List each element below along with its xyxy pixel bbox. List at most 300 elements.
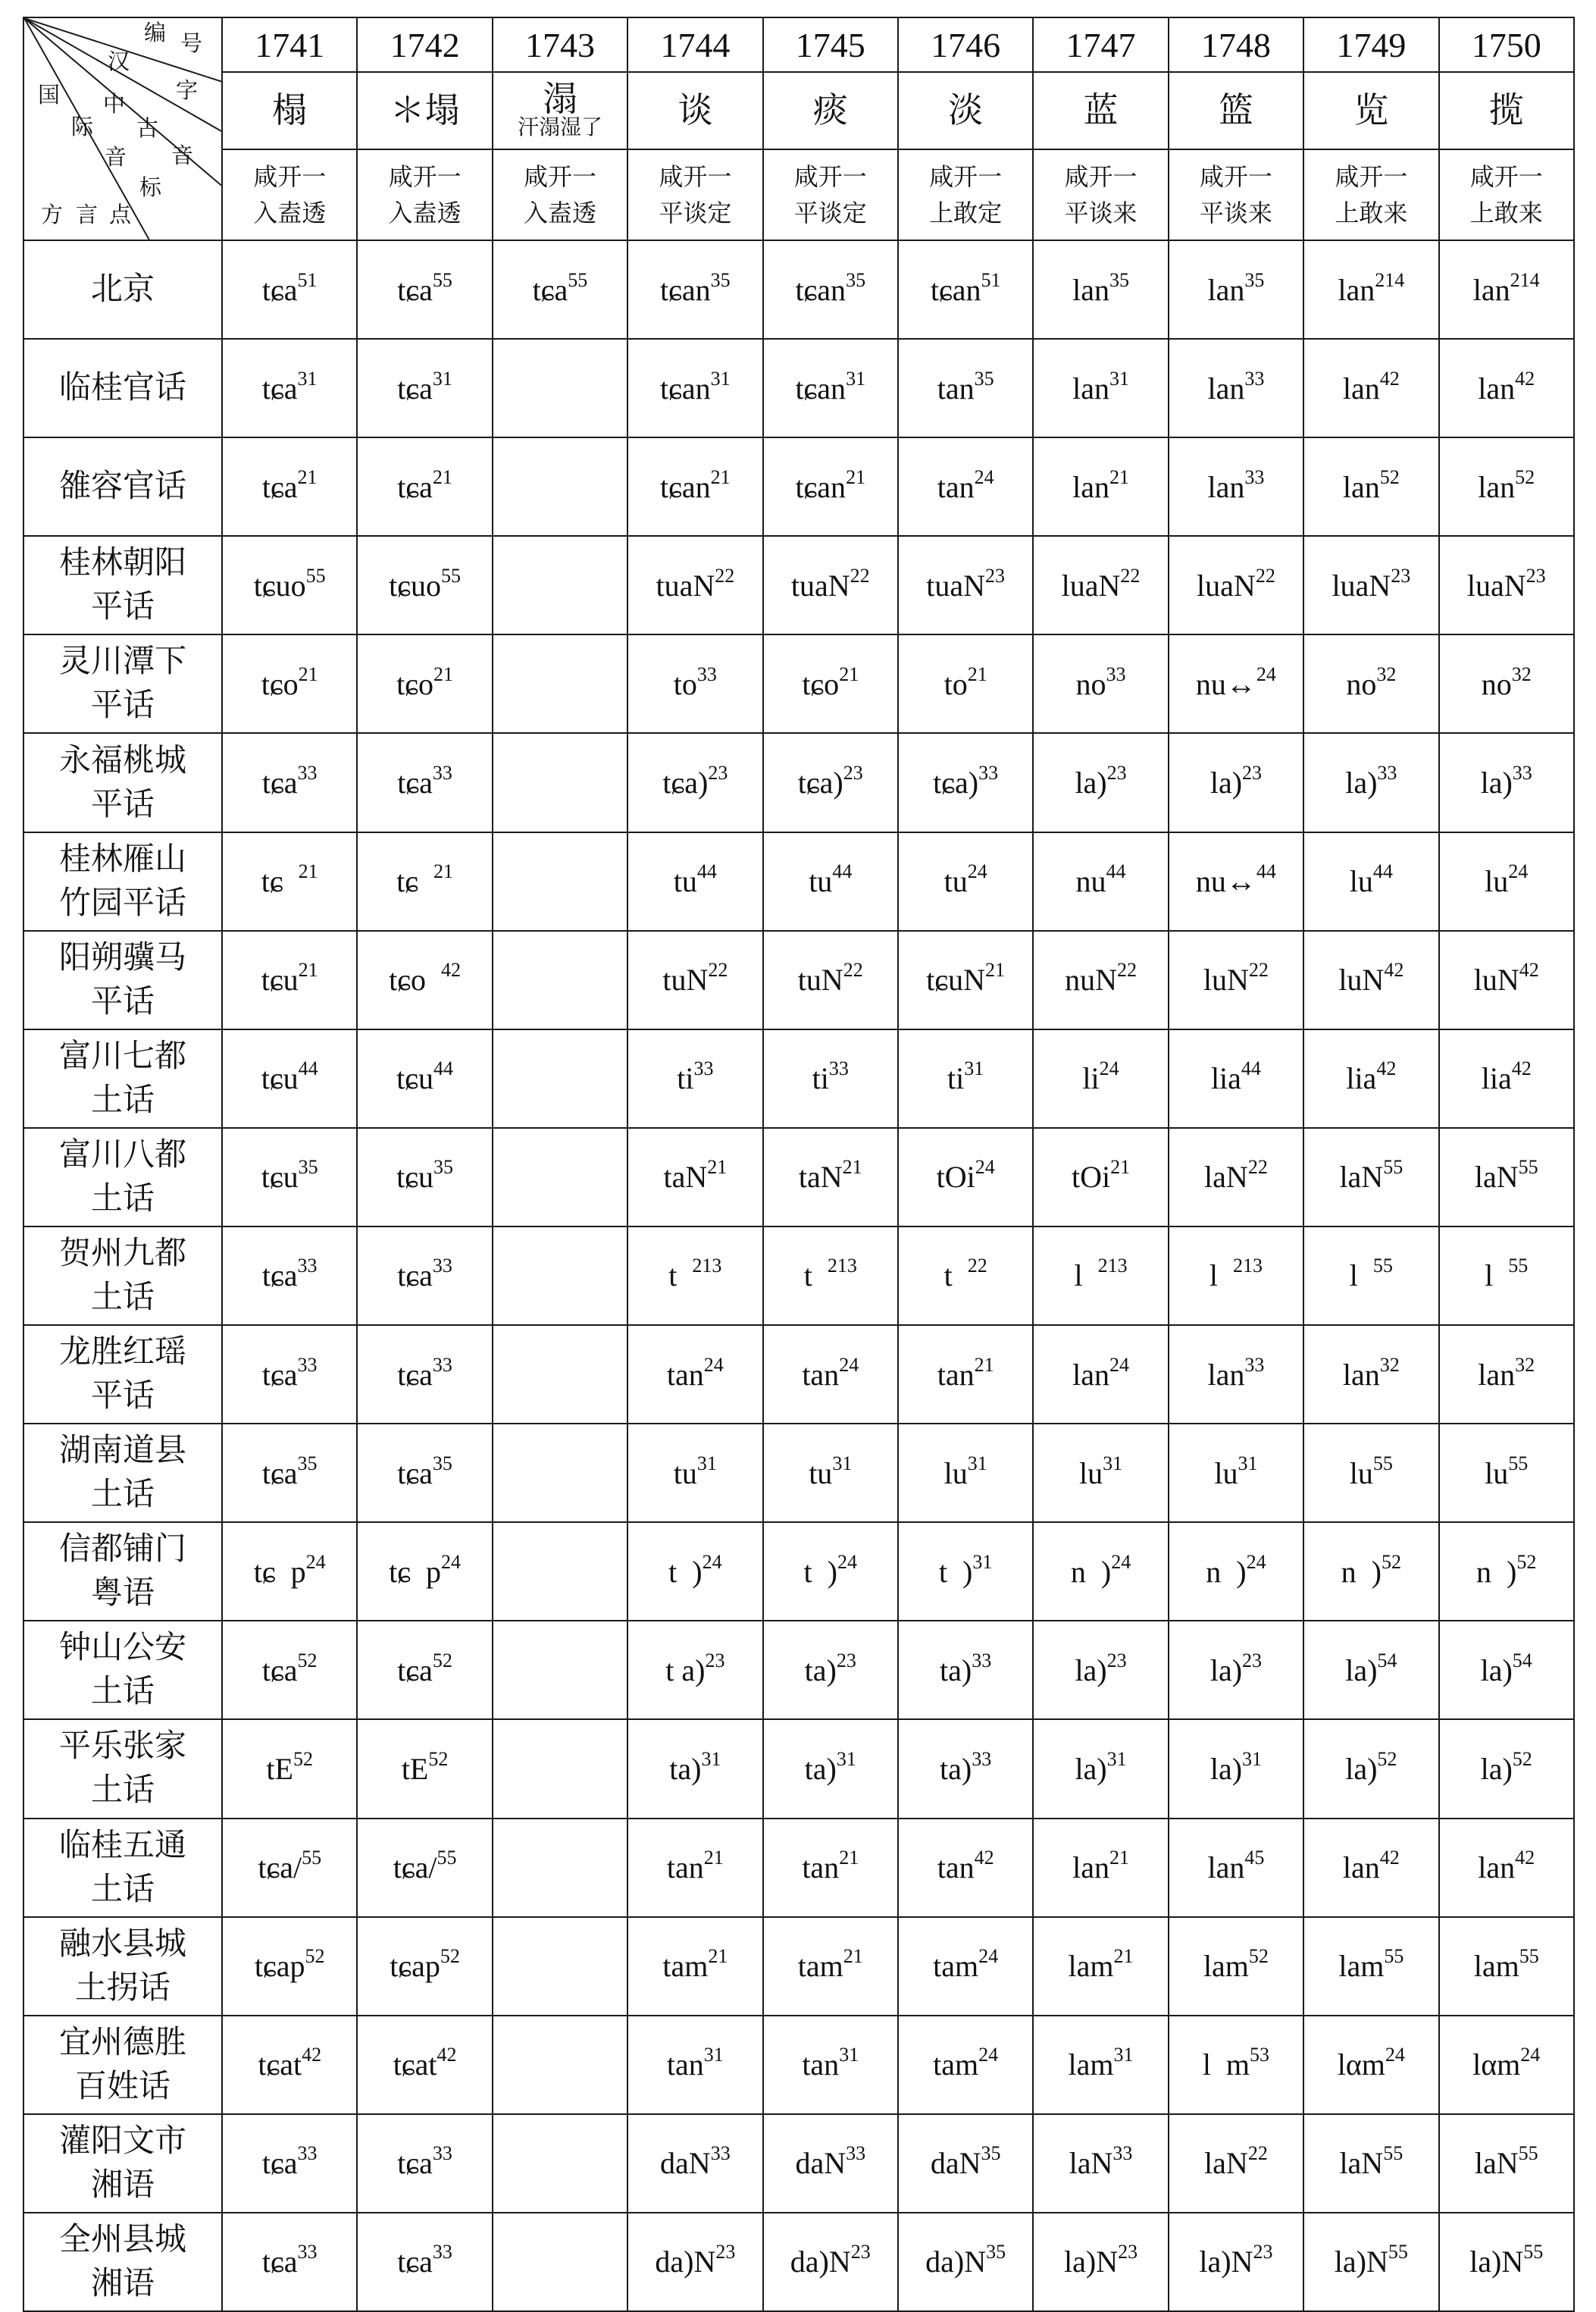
pronunciation-cell [763,1226,898,1325]
tone-value: 52 [1379,465,1400,488]
tone-value: 23 [1242,761,1263,784]
pronunciation-cell [1169,1029,1303,1128]
tone-value: 42 [974,1846,994,1869]
tone-value: 32 [1379,1353,1400,1376]
column-character: 蓝 [1083,91,1119,130]
pronunciation-text: tan [937,1357,975,1392]
column-middle-chinese-cell [357,149,492,240]
pronunciation-text: tɕap [254,1949,305,1984]
table-row [23,1719,1574,1818]
pronunciation-cell [1033,1819,1168,1917]
pronunciation-cell [1439,2114,1574,2213]
dialect-location [23,1325,222,1424]
pronunciation-text: lan [1207,371,1245,406]
middle-chinese-line: 咸开一 [1064,163,1138,190]
pronunciation-cell [493,1719,627,1818]
column-middle-chinese-cell [1169,149,1303,240]
pronunciation-cell [222,2016,357,2114]
pronunciation-cell [222,1424,357,1522]
tone-value: 21 [703,1846,724,1869]
tone-value: 21 [433,663,454,685]
pronunciation-cell [898,1621,1033,1719]
pronunciation-text: la) [1075,1653,1107,1687]
pronunciation-text: tɕat [258,2047,302,2082]
tone-value: 52 [440,1944,460,1967]
tone-value: 42 [1515,1846,1535,1869]
tone-value: 23 [1242,1649,1263,1671]
pronunciation-text: lia [1346,1061,1377,1096]
pronunciation-cell [1169,1128,1303,1226]
pronunciation-text: laN [1204,1160,1248,1195]
tone-value: 52 [1381,1550,1401,1573]
column-character: ＊塌 [390,91,460,130]
pronunciation-text: luN [1473,963,1519,998]
tone-value: 24 [1246,1550,1266,1573]
tone-value: 44 [696,860,717,882]
middle-chinese-line: 咸开一 [523,163,596,190]
pronunciation-cell [1169,437,1303,536]
tone-value: 42 [1384,959,1404,982]
column-middle-chinese-cell [222,149,357,240]
tone-value: 21 [842,1156,862,1179]
table-row [23,1029,1574,1128]
column-middle-chinese-cell [898,149,1033,240]
pronunciation-text: no [1346,666,1377,701]
pronunciation-cell [763,1325,898,1424]
table-row [23,1424,1574,1522]
tone-value: 24 [975,1156,995,1179]
pronunciation-text: luN [1338,963,1385,998]
pronunciation-text: tOi [936,1160,975,1195]
pronunciation-cell [493,1226,627,1325]
pronunciation-cell [627,2213,762,2311]
pronunciation-text: no [1481,666,1512,701]
tone-value: 31 [1238,1452,1258,1474]
pronunciation-cell [1033,240,1168,339]
table-row [23,2016,1574,2114]
middle-chinese-line: 咸开一 [659,163,732,190]
corner-label-ji: 际 [71,115,94,139]
pronunciation-cell [493,1522,627,1621]
pronunciation-cell [493,339,627,437]
column-character-cell [357,72,492,149]
tone-value: 33 [1244,465,1265,488]
pronunciation-text: tE [401,1751,429,1786]
pronunciation-text: tɕan [795,272,847,307]
tone-value: 51 [981,268,1001,291]
pronunciation-text: lαm [1472,2047,1521,2082]
tone-value: 23 [1106,761,1127,784]
pronunciation-text: l [1209,1258,1233,1293]
tone-value: 33 [972,1649,992,1671]
pronunciation-text: tɕan [660,371,711,406]
pronunciation-cell [357,1325,492,1424]
pronunciation-cell [222,2213,357,2311]
pronunciation-text: lan [1207,469,1245,504]
pronunciation-cell [1439,1621,1574,1719]
pronunciation-cell [898,1226,1033,1325]
dialect-location-line: 宜州德胜 [58,2025,186,2060]
tone-value: 24 [978,1944,999,1967]
tone-value: 23 [1526,564,1546,587]
tone-value: 24 [978,2044,999,2066]
tone-value: 31 [701,1747,721,1770]
pronunciation-cell [763,339,898,437]
column-character-cell [493,72,627,149]
pronunciation-cell [357,931,492,1029]
pronunciation-text: tam [933,2047,979,2082]
pronunciation-cell [763,1621,898,1719]
pronunciation-cell [357,536,492,634]
tone-value: 23 [843,761,863,784]
pronunciation-text: la) [1480,766,1513,800]
tone-value: 24 [974,465,994,488]
pronunciation-cell [763,240,898,339]
pronunciation-text: la)N [1064,2245,1119,2279]
dialect-location-line: 阳朔骥马 [58,940,186,976]
pronunciation-text: lan [1072,371,1109,406]
pronunciation-text: lan [1072,469,1109,504]
pronunciation-text: lan [1207,1850,1245,1885]
dialect-location-line: 土话 [90,1082,155,1118]
pronunciation-text: t [668,1258,693,1293]
pronunciation-cell [1169,2114,1303,2213]
pronunciation-cell [1303,339,1438,437]
pronunciation-text: tɕ [396,864,434,899]
pronunciation-cell [1303,1719,1438,1818]
dialect-location [23,339,222,437]
middle-chinese-line: 上敢来 [1469,199,1543,227]
pronunciation-cell [763,1819,898,1917]
pronunciation-text: la) [1075,1751,1107,1786]
pronunciation-cell [222,536,357,634]
dialect-location [23,832,222,931]
pronunciation-text: lan [1072,1357,1109,1392]
pronunciation-cell [627,733,762,832]
pronunciation-text: ta) [940,1653,972,1687]
pronunciation-text: tɕa [397,2146,433,2181]
tone-value: 54 [1377,1649,1397,1671]
pronunciation-text: tu [809,864,833,899]
tone-value: 31 [832,1452,853,1474]
pronunciation-text: tan [937,371,975,406]
dialect-location-line: 平乐张家 [58,1729,186,1765]
pronunciation-text: tam [662,1949,709,1984]
tone-value: 31 [1103,1452,1123,1474]
pronunciation-cell [1169,2016,1303,2114]
corner-label-zhong: 中 [103,92,126,117]
pronunciation-cell [222,1819,357,1917]
pronunciation-cell [1303,2213,1438,2311]
tone-value: 35 [298,1156,318,1179]
tone-value: 213 [1232,1255,1263,1277]
dialect-location-line: 临桂五通 [58,1828,186,1863]
pronunciation-text: tɕa/ [258,1850,302,1885]
corner-label-yin: 音 [171,144,194,168]
tone-value: 23 [715,2241,736,2263]
tone-value: 23 [985,564,1006,587]
dialect-location-line: 平话 [90,1379,155,1414]
tone-value: 55 [1523,2241,1544,2263]
tone-value: 23 [705,1649,725,1671]
pronunciation-text: tE [266,1751,293,1786]
tone-value: 21 [1113,1944,1134,1967]
pronunciation-cell [493,2213,627,2311]
pronunciation-cell [1033,1424,1168,1522]
pronunciation-cell [357,1522,492,1621]
pronunciation-cell [763,832,898,931]
pronunciation-text: to [944,666,968,701]
tone-value: 33 [432,1353,452,1376]
pronunciation-cell [222,1522,357,1621]
pronunciation-text: t ) [938,1554,973,1589]
pronunciation-cell [1303,1424,1438,1522]
tone-value: 55 [1383,1156,1404,1179]
pronunciation-cell [1303,1325,1438,1424]
pronunciation-text: tɕuo [253,568,306,603]
tone-value: 55 [1372,1452,1393,1474]
tone-value: 31 [967,1452,987,1474]
pronunciation-cell [763,536,898,634]
pronunciation-text: t ) [668,1554,703,1589]
dialect-location-line: 湖南道县 [58,1433,186,1469]
tone-value: 24 [1508,860,1529,882]
pronunciation-text: tɕa [261,2146,298,2181]
pronunciation-cell [627,240,762,339]
pronunciation-text: la)N [1334,2245,1388,2279]
tone-value: 35 [986,2241,1006,2263]
dialect-location-line: 平话 [90,688,155,724]
pronunciation-text: tɕa [397,2245,433,2279]
tone-value: 21 [974,1353,994,1376]
column-character: 谈 [678,91,713,130]
tone-value: 35 [846,268,866,291]
tone-value: 21 [843,1944,863,1967]
pronunciation-text: lu [944,1455,968,1490]
dialect-location-line: 富川七都 [58,1039,186,1074]
pronunciation-cell [1439,1128,1574,1226]
pronunciation-cell [763,931,898,1029]
dialect-location-line: 富川八都 [58,1137,186,1173]
pronunciation-cell [763,2213,898,2311]
pronunciation-text: tɕa [397,1455,433,1490]
table-row [23,1128,1574,1226]
pronunciation-text: ti [947,1061,965,1096]
tone-value: 33 [972,1747,992,1770]
tone-value: 23 [1391,564,1411,587]
tone-value: 44 [1241,1057,1261,1080]
pronunciation-text: l [1349,1258,1373,1293]
pronunciation-text: tɕuN [926,963,986,998]
pronunciation-text: lαm [1337,2047,1385,2082]
table-row [23,437,1574,536]
pronunciation-cell [1033,1128,1168,1226]
tone-value: 32 [1376,663,1397,685]
pronunciation-cell [493,1325,627,1424]
tone-value: 42 [441,959,462,982]
pronunciation-text: luaN [1061,568,1121,603]
corner-label-bian: 编 [144,21,167,45]
middle-chinese-line: 入盍透 [388,199,462,227]
pronunciation-cell [627,2016,762,2114]
tone-value: 24 [839,1353,859,1376]
tone-value: 22 [1247,2142,1268,2165]
corner-label-han: 汉 [108,50,130,74]
pronunciation-cell [627,1424,762,1522]
pronunciation-cell [627,1226,762,1325]
pronunciation-text: nuN [1065,963,1117,998]
tone-value: 33 [693,1057,714,1080]
tone-value: 35 [974,367,994,390]
table-row [23,1522,1574,1621]
pronunciation-cell [1033,1325,1168,1424]
column-number: 1746 [898,17,1033,72]
middle-chinese-line: 上敢定 [929,199,1003,227]
column-middle-chinese-cell [1439,149,1574,240]
dialect-location [23,931,222,1029]
tone-value: 44 [832,860,853,882]
tone-value: 22 [715,564,735,587]
column-character-cell [1439,72,1574,149]
pronunciation-cell [222,1029,357,1128]
pronunciation-cell [1439,1226,1574,1325]
pronunciation-text: tɕa [261,1455,298,1490]
pronunciation-text: tuaN [926,568,986,603]
pronunciation-text: tɕuo [389,568,442,603]
pronunciation-cell [627,1029,762,1128]
pronunciation-text: tɕa [532,272,568,307]
tone-value: 32 [1511,663,1532,685]
dialect-table [23,17,1575,2312]
tone-value: 23 [850,2241,871,2263]
pronunciation-text: lam [1203,1949,1249,1984]
tone-value: 52 [1377,1747,1397,1770]
column-character: 榻 [272,91,308,130]
pronunciation-cell [1169,832,1303,931]
column-number: 1747 [1033,17,1168,72]
pronunciation-cell [1439,2016,1574,2114]
corner-label-gu: 古 [136,117,159,141]
dialect-location-line: 土话 [90,1477,155,1513]
tone-value: 55 [1518,1156,1538,1179]
column-character: 篮 [1218,91,1253,130]
pronunciation-cell [1439,1424,1574,1522]
pronunciation-cell [493,1424,627,1522]
pronunciation-cell [1169,2213,1303,2311]
tone-value: 42 [1515,367,1535,390]
tone-value: 24 [1111,1550,1131,1573]
pronunciation-cell [222,240,357,339]
dialect-location-line: 全州县城 [58,2222,186,2257]
tone-value: 42 [1511,1057,1532,1080]
pronunciation-text: tɕu [396,1061,434,1096]
pronunciation-text: tɕan [795,469,847,504]
pronunciation-text: tu [673,864,697,899]
pronunciation-cell [1439,536,1574,634]
pronunciation-text: lan [1338,272,1375,307]
middle-chinese-line: 咸开一 [1199,163,1272,190]
pronunciation-text: tɕa/ [393,1850,437,1885]
tone-value: 55 [1372,1255,1393,1277]
dialect-location [23,1226,222,1325]
dialect-location-line: 龙胜红瑶 [58,1335,186,1371]
pronunciation-text: lu [1349,864,1373,899]
pronunciation-text: ta) [669,1751,702,1786]
table-row [23,832,1574,931]
column-middle-chinese-cell [493,149,627,240]
pronunciation-text: lia [1210,1061,1241,1096]
table-row [23,1917,1574,2016]
tone-value: 22 [1247,1156,1268,1179]
pronunciation-cell [1169,339,1303,437]
pronunciation-cell [1439,1819,1574,1917]
tone-value: 55 [1508,1255,1529,1277]
pronunciation-text: to [673,666,697,701]
tone-value: 21 [839,1846,859,1869]
pronunciation-text: la) [1345,1653,1378,1687]
tone-value: 33 [432,2241,452,2263]
pronunciation-text: ta) [804,1653,837,1687]
tone-value: 31 [696,1452,717,1474]
pronunciation-text: ta) [940,1751,972,1786]
tone-value: 44 [1256,860,1276,882]
pronunciation-cell [1033,634,1168,733]
corner-label-biao: 标 [139,176,162,200]
column-number: 1744 [627,17,762,72]
tone-value: 33 [297,761,318,784]
pronunciation-cell [763,634,898,733]
pronunciation-text: tɕ p [389,1554,442,1589]
pronunciation-cell [763,1719,898,1818]
tone-value: 31 [836,1747,856,1770]
pronunciation-text: la) [1075,766,1107,800]
pronunciation-cell [1439,832,1574,931]
pronunciation-text: tɕa [261,272,298,307]
pronunciation-cell [1169,1719,1303,1818]
pronunciation-text: l [1074,1258,1098,1293]
pronunciation-cell [627,832,762,931]
dialect-location [23,1424,222,1522]
middle-chinese-line: 平谈来 [1199,199,1272,227]
tone-value: 21 [432,465,452,488]
column-number: 1750 [1439,17,1574,72]
column-middle-chinese-cell [627,149,762,240]
tone-value: 52 [432,1649,452,1671]
tone-value: 23 [836,1649,856,1671]
pronunciation-cell [493,733,627,832]
pronunciation-text: tɕan [795,371,847,406]
pronunciation-cell [1033,733,1168,832]
dialect-location [23,2016,222,2114]
pronunciation-text: tɕ p [253,1554,306,1589]
pronunciation-text: daN [660,2146,711,2181]
pronunciation-text: la)N [1469,2245,1524,2279]
tone-value: 21 [1109,1846,1129,1869]
pronunciation-cell [1033,2016,1168,2114]
dialect-location [23,240,222,339]
middle-chinese-line: 平谈定 [793,199,867,227]
table-row [23,2213,1574,2311]
pronunciation-cell [763,733,898,832]
middle-chinese-line: 上敢来 [1335,199,1408,227]
table-row [23,1226,1574,1325]
pronunciation-cell [1169,1522,1303,1621]
pronunciation-cell [222,931,357,1029]
corner-label-zi: 字 [176,79,199,103]
pronunciation-text: tɕa [397,1258,433,1293]
pronunciation-text: tɕa) [662,766,709,800]
pronunciation-cell [1033,832,1168,931]
